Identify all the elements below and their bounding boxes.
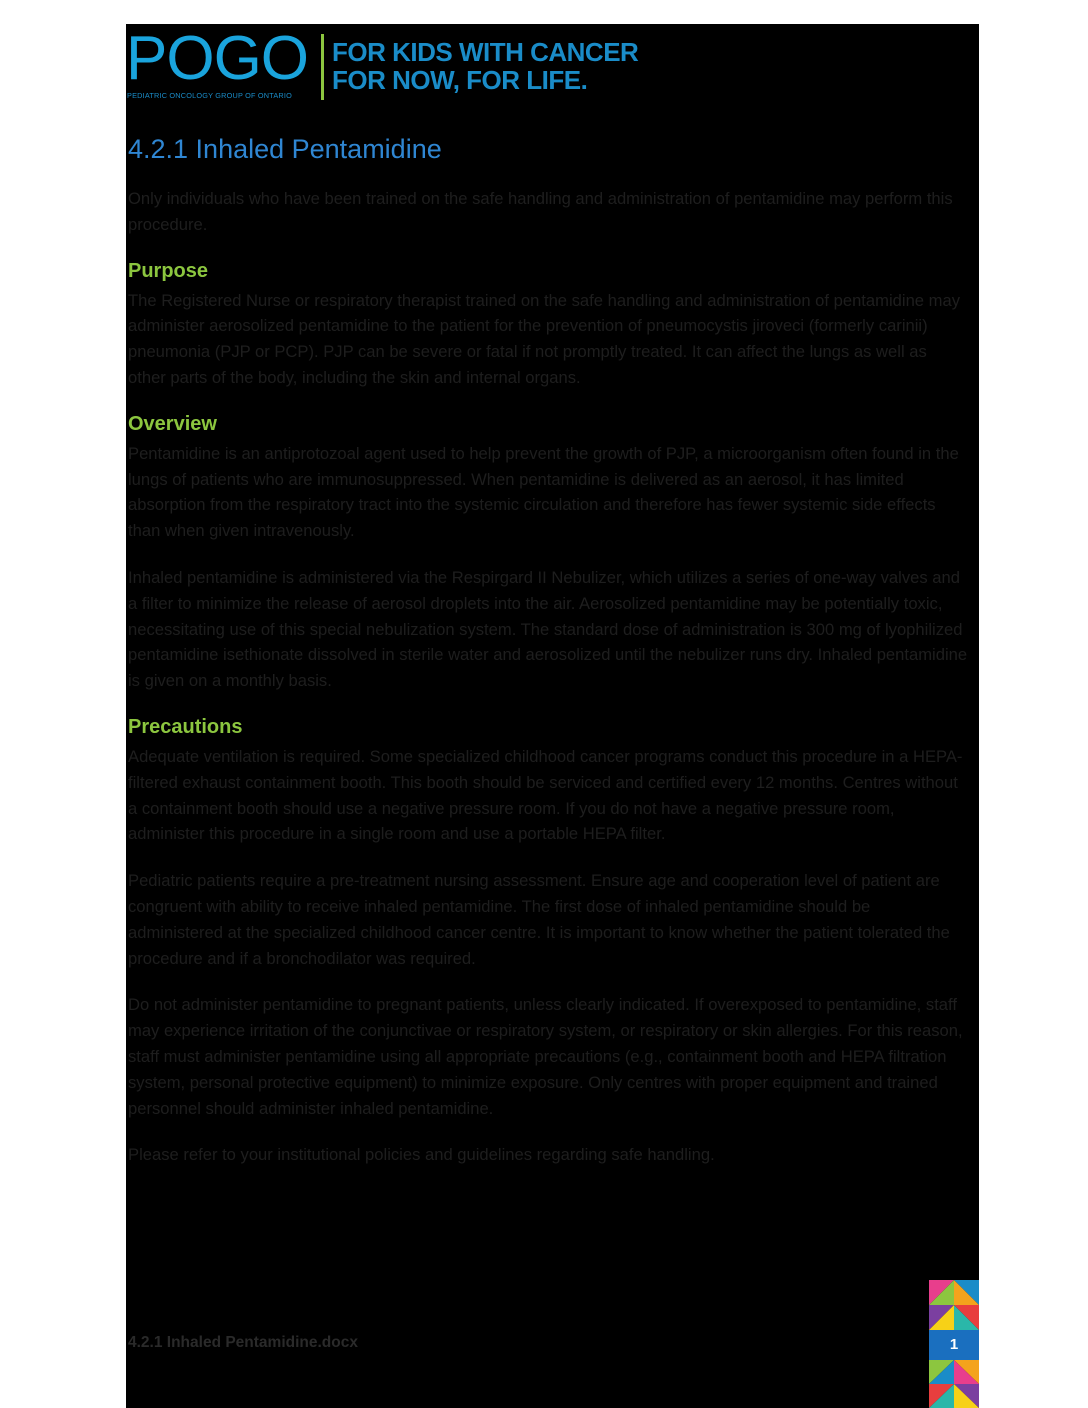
page-header (126, 24, 726, 102)
tagline-line-2: FOR NOW, FOR LIFE. (332, 65, 588, 95)
tagline-line-1: FOR KIDS WITH CANCER (332, 37, 639, 67)
pogo-logo: POGO (126, 24, 309, 93)
precautions-paragraph-4: Please refer to your institutional policies and guidelines regarding safe handling. (128, 1145, 715, 1165)
precautions-paragraph-3: Do not administer pentamidine to pregnant patients, unless clearly indicated. If overexposed to pentamidine, staff may experience irritation of the conjunctivae or respiratory system, or respiratory or skin allergies. For this reason, staff must administer pentamidine using all appropriate precautions (e.g., containment booth and HEPA filtration system, personal protective equipment) to minimize exposure. Only centres with proper equipment and trained personnel should administer inhaled pentamidine. (128, 995, 963, 1118)
tagline (332, 38, 638, 94)
intro-paragraph: Only individuals who have been trained on the safe handling and administration of pentamidine may perform this procedure. (128, 189, 953, 234)
page-number-badge: 1 (929, 1330, 979, 1360)
overview-paragraph-1: Pentamidine is an antiprotozoal agent used to help prevent the growth of PJP, a microorganism often found in the lungs of patients who are immunosuppressed. When pentamidine is delivered as an aerosol, it has limited absorption from the respiratory tract into the systemic circulation and therefore has fewer systemic side effects than when given intravenously. (128, 443, 959, 541)
overview-paragraph-2: Inhaled pentamidine is administered via the Respirgard II Nebulizer, which utilizes a series of one-way valves and a filter to minimize the release of aerosol droplets into the air. Aerosolized pentamidine may be potentially toxic, necessitating use of this special nebulization system. The standard dose of administration is 300 mg of lyophilized pentamidine isethionate dissolved in sterile water and aerosolized until the nebulizer runs dry. Inhaled pentamidine is given on a monthly basis. (128, 567, 968, 691)
section-heading-purpose: Purpose (128, 259, 209, 282)
document-title: 4.2.1 Inhaled Pentamidine (128, 134, 442, 164)
precautions-paragraph-2: Pediatric patients require a pre-treatment nursing assessment. Ensure age and cooperation level of patient are congruent with ability to receive inhaled pentamidine. The first dose of inhaled pentamidine should be administered at the specialized childhood cancer centre. It is important to know whether the patient tolerated the procedure and if a bronchodilator was required. (128, 871, 950, 968)
precautions-paragraph-1: Adequate ventilation is required. Some specialized childhood cancer programs conduct this procedure in a HEPA-filtered exhaust containment booth. This booth should be serviced and certified every 12 months. Centres without a containment booth should use a negative pressure room. If you do not have a negative pressure room, administer this procedure in a single room and use a portable HEPA filter. (128, 746, 963, 844)
footer-filename: 4.2.1 Inhaled Pentamidine.docx (128, 1334, 358, 1351)
logo-subtitle: PEDIATRIC ONCOLOGY GROUP OF ONTARIO (127, 91, 292, 100)
document-page (126, 24, 979, 1408)
logo-divider (321, 34, 324, 100)
purpose-paragraph-1: The Registered Nurse or respiratory therapist trained on the safe handling and administration of pentamidine may administer aerosolized pentamidine to the patient for the prevention of pneumocystis jiroveci (formerly carinii) pneumonia (PJP or PCP). PJP can be severe or fatal if not promptly treated. It can affect the lungs as well as other parts of the body, including the skin and internal organs. (128, 290, 960, 387)
document-body (128, 132, 968, 1168)
section-heading-overview: Overview (128, 412, 217, 435)
section-heading-precautions: Precautions (128, 715, 243, 738)
